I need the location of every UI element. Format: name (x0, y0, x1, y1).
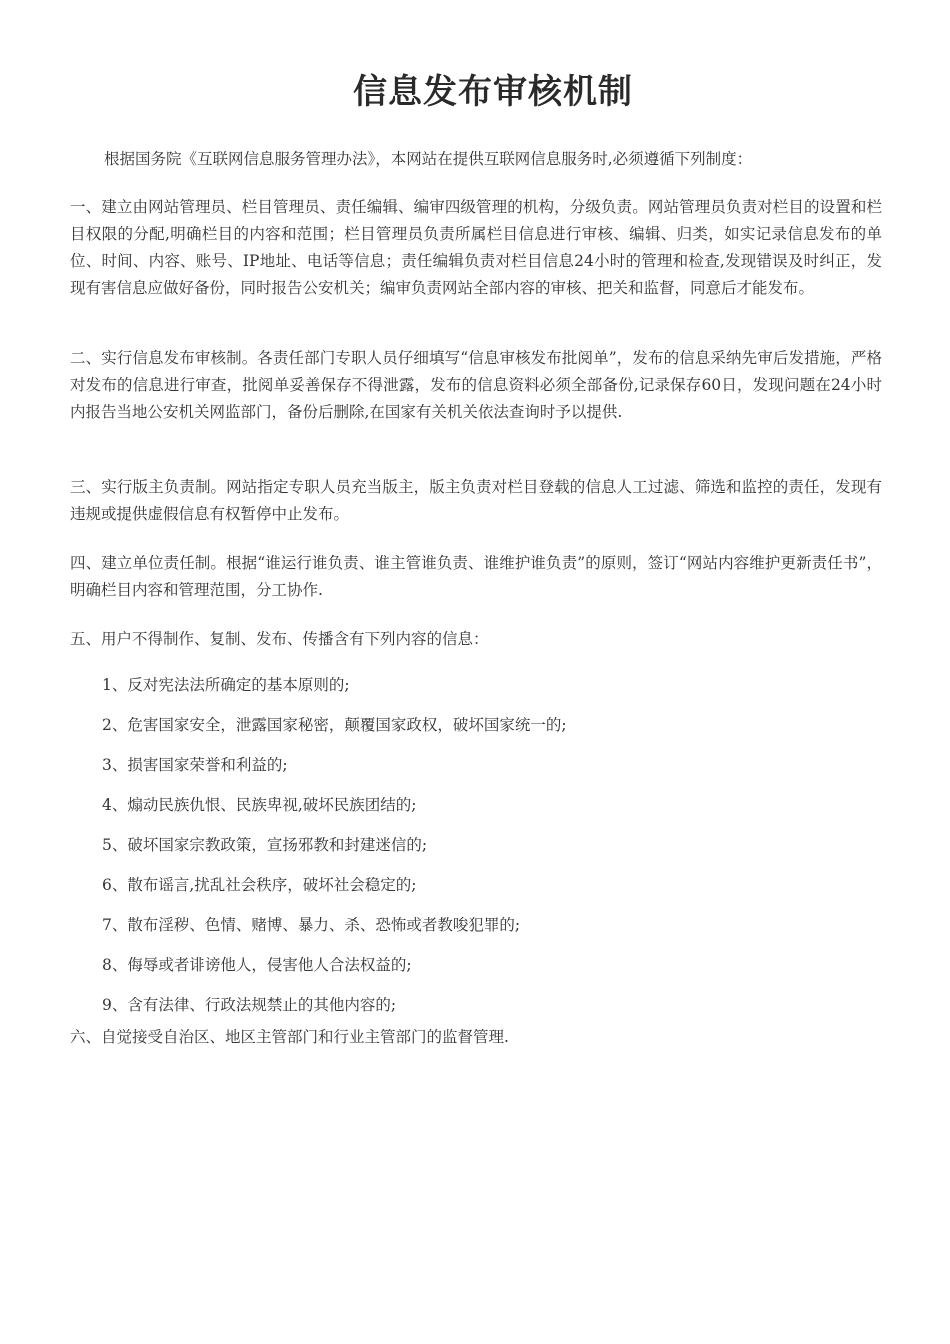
list-item: 8、侮辱或者诽谤他人，侵害他人合法权益的; (102, 956, 412, 974)
section-1-paragraph: 一、建立由网站管理员、栏目管理员、责任编辑、编审四级管理的机构，分级负责。网站管理员负责对栏目的设置和栏目权限的分配,明确栏目的内容和范围；栏目管理员负责所属栏目信息进行审核、编辑、归类，如实记录信息发布的单位、时间、内容、账号、IP地址、电话等信息；责任编辑负责对栏目信息24小时的管理和检查,发现错误及时纠正，发现有害信息应做好备份，同时报告公安机关；编审负责网站全部内容的审核、把关和监督，同意后才能发布。 (70, 198, 882, 297)
list-item: 3、损害国家荣誉和利益的; (102, 756, 288, 774)
list-item: 5、破坏国家宗教政策，宣扬邪教和封建迷信的; (102, 836, 428, 854)
section-2-paragraph: 二、实行信息发布审核制。各责任部门专职人员仔细填写“信息审核发布批阅单”，发布的信息采纳先审后发措施，严格对发布的信息进行审查，批阅单妥善保存不得泄露，发布的信息资料必须全部备份,记录保存60日，发现问题在24小时内报告当地公安机关网监部门，备份后删除,在国家有关机关依法查询时予以提供. (70, 349, 882, 421)
section-5-heading: 五、用户不得制作、复制、发布、传播含有下列内容的信息： (70, 630, 489, 648)
intro-paragraph: 根据国务院《互联网信息服务管理办法》，本网站在提供互联网信息服务时,必须遵循下列制度： (104, 150, 753, 168)
section-4-paragraph: 四、建立单位责任制。根据“谁运行谁负责、谁主管谁负责、谁维护谁负责”的原则，签订“网站内容维护更新责任书”，明确栏目内容和管理范围，分工协作. (70, 554, 882, 599)
section-6-paragraph: 六、自觉接受自治区、地区主管部门和行业主管部门的监督管理. (70, 1028, 509, 1046)
list-item: 4、煽动民族仇恨、民族卑视,破坏民族团结的; (102, 796, 417, 814)
section-3-paragraph: 三、实行版主负责制。网站指定专职人员充当版主，版主负责对栏目登载的信息人工过滤、筛选和监控的责任，发现有违规或提供虚假信息有权暂停中止发布。 (70, 478, 882, 523)
list-item: 7、散布淫秽、色情、赌博、暴力、杀、恐怖或者教唆犯罪的; (102, 916, 521, 934)
list-item: 9、含有法律、行政法规禁止的其他内容的; (102, 996, 397, 1014)
list-item: 2、危害国家安全，泄露国家秘密，颠覆国家政权，破坏国家统一的; (102, 716, 567, 734)
document-title: 信息发布审核机制 (353, 72, 633, 112)
prohibited-content-list (102, 665, 882, 1025)
list-item: 1、反对宪法法所确定的基本原则的; (102, 676, 350, 694)
list-item: 6、散布谣言,扰乱社会秩序，破坏社会稳定的; (102, 876, 417, 894)
